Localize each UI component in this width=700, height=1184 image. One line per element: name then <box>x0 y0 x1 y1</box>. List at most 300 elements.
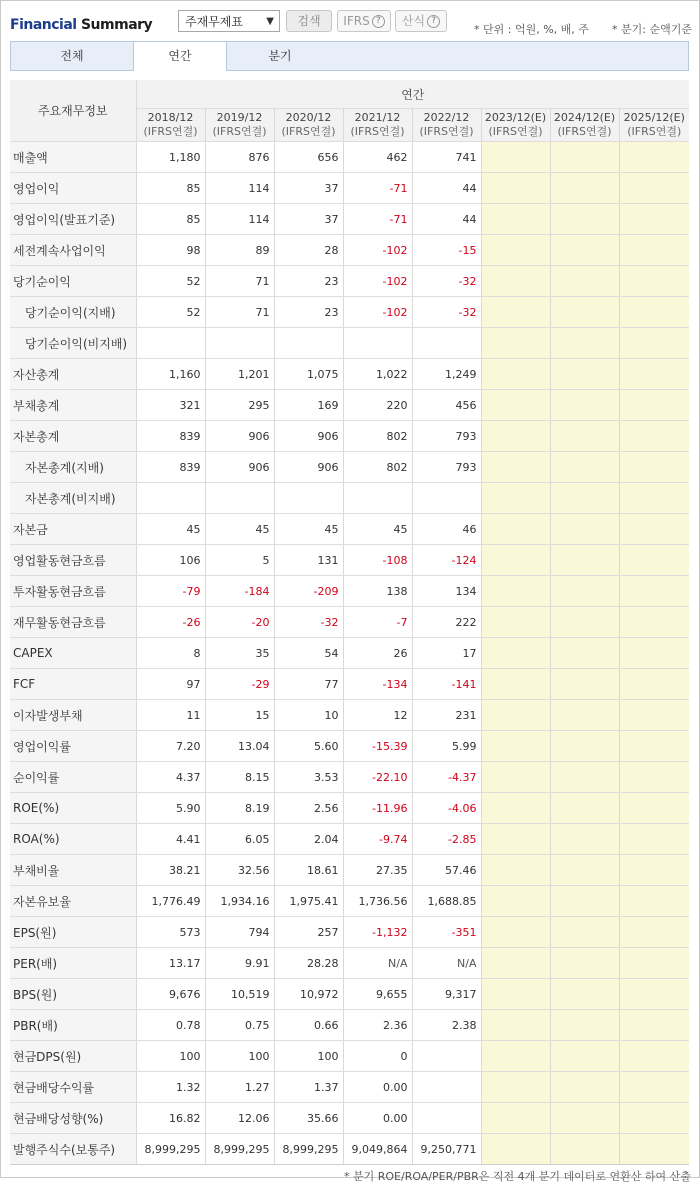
table-cell <box>619 1072 689 1103</box>
row-label: 재무활동현금흐름 <box>10 607 136 638</box>
column-basis: (IFRS연결) <box>281 125 336 138</box>
table-row <box>10 917 689 948</box>
table-cell <box>481 421 550 452</box>
table-cell <box>550 173 619 204</box>
table-cell: 295 <box>205 390 274 421</box>
table-cell <box>136 483 205 514</box>
table-cell: 9.91 <box>205 948 274 979</box>
table-cell <box>550 359 619 390</box>
row-label: 투자활동현금흐름 <box>10 576 136 607</box>
row-label: 자본유보율 <box>10 886 136 917</box>
header-corner: 주요재무정보 <box>10 80 136 142</box>
formula-help-button[interactable] <box>395 10 447 32</box>
table-cell: 4.41 <box>136 824 205 855</box>
column-year: 2024/12(E) <box>553 111 616 124</box>
table-cell: 1,776.49 <box>136 886 205 917</box>
table-cell: 794 <box>205 917 274 948</box>
table-cell <box>481 886 550 917</box>
table-row <box>10 1041 689 1072</box>
table-cell <box>619 669 689 700</box>
table-cell <box>343 328 412 359</box>
table-row <box>10 731 689 762</box>
table-cell: 8,999,295 <box>274 1134 343 1165</box>
table-row <box>10 483 689 514</box>
table-cell: -15.39 <box>343 731 412 762</box>
table-cell: -9.74 <box>343 824 412 855</box>
period-tabs <box>10 41 689 71</box>
table-cell <box>619 948 689 979</box>
table-row <box>10 173 689 204</box>
table-cell <box>481 328 550 359</box>
table-cell <box>481 1103 550 1134</box>
table-cell <box>481 173 550 204</box>
table-cell <box>412 1072 481 1103</box>
row-label: PBR(배) <box>10 1010 136 1041</box>
table-cell: 45 <box>205 514 274 545</box>
table-cell <box>550 731 619 762</box>
table-cell: 0.66 <box>274 1010 343 1041</box>
table-cell: 6.05 <box>205 824 274 855</box>
table-cell: 131 <box>274 545 343 576</box>
table-cell <box>550 545 619 576</box>
table-cell: 18.61 <box>274 855 343 886</box>
table-cell <box>481 297 550 328</box>
column-basis: (IFRS연결) <box>627 125 682 138</box>
table-cell <box>481 390 550 421</box>
table-cell: -11.96 <box>343 793 412 824</box>
row-label: 자본총계(지배) <box>10 452 136 483</box>
table-cell <box>619 886 689 917</box>
table-cell <box>481 1041 550 1072</box>
table-cell <box>274 483 343 514</box>
table-cell <box>550 204 619 235</box>
table-cell: 37 <box>274 204 343 235</box>
column-basis: (IFRS연결) <box>143 125 198 138</box>
column-year: 2023/12(E) <box>484 111 547 124</box>
table-cell: 2.36 <box>343 1010 412 1041</box>
table-cell: 23 <box>274 266 343 297</box>
table-cell <box>619 638 689 669</box>
table-row <box>10 359 689 390</box>
table-cell <box>481 1072 550 1103</box>
table-cell: -141 <box>412 669 481 700</box>
column-header-6 <box>550 109 619 142</box>
table-cell: 573 <box>136 917 205 948</box>
table-cell <box>550 793 619 824</box>
row-label: 영업이익 <box>10 173 136 204</box>
table-cell: 9,250,771 <box>412 1134 481 1165</box>
table-cell: 9,049,864 <box>343 1134 412 1165</box>
table-row <box>10 669 689 700</box>
table-cell: 876 <box>205 142 274 173</box>
table-cell <box>619 328 689 359</box>
table-cell <box>619 1041 689 1072</box>
table-cell: 0.00 <box>343 1103 412 1134</box>
table-row <box>10 235 689 266</box>
table-cell: 222 <box>412 607 481 638</box>
table-cell: 100 <box>205 1041 274 1072</box>
ifrs-help-button[interactable] <box>337 10 391 32</box>
table-cell <box>550 452 619 483</box>
column-year: 2020/12 <box>285 111 332 124</box>
page-title-main: Financial <box>10 17 77 33</box>
table-cell: 5 <box>205 545 274 576</box>
table-cell: -124 <box>412 545 481 576</box>
table-cell <box>481 142 550 173</box>
table-cell <box>619 266 689 297</box>
table-row <box>10 1134 689 1165</box>
table-cell: 57.46 <box>412 855 481 886</box>
table-cell <box>481 824 550 855</box>
table-cell: 138 <box>343 576 412 607</box>
table-cell <box>619 1134 689 1165</box>
table-cell: 1,934.16 <box>205 886 274 917</box>
table-row <box>10 1103 689 1134</box>
tab-quarter[interactable]: 분기 <box>268 49 292 63</box>
summary-header <box>0 0 700 40</box>
table-cell: 10 <box>274 700 343 731</box>
table-cell: 10,972 <box>274 979 343 1010</box>
table-cell: 17 <box>412 638 481 669</box>
table-row <box>10 824 689 855</box>
table-cell: 100 <box>274 1041 343 1072</box>
table-cell <box>550 421 619 452</box>
table-cell: -102 <box>343 266 412 297</box>
table-cell: -184 <box>205 576 274 607</box>
table-cell: 13.17 <box>136 948 205 979</box>
table-cell <box>481 638 550 669</box>
table-cell: 8.19 <box>205 793 274 824</box>
row-label: ROA(%) <box>10 824 136 855</box>
table-cell: 906 <box>205 421 274 452</box>
column-basis: (IFRS연결) <box>419 125 474 138</box>
table-cell: 793 <box>412 452 481 483</box>
column-basis: (IFRS연결) <box>212 125 267 138</box>
table-cell: -4.06 <box>412 793 481 824</box>
table-cell: -32 <box>412 266 481 297</box>
table-cell: 54 <box>274 638 343 669</box>
table-cell: 906 <box>274 421 343 452</box>
unit-note: * 단위 : 억원, %, 배, 주 <box>474 23 589 36</box>
table-cell <box>619 297 689 328</box>
row-label: 자본총계(비지배) <box>10 483 136 514</box>
table-cell: 5.90 <box>136 793 205 824</box>
table-cell <box>481 576 550 607</box>
table-cell: 7.20 <box>136 731 205 762</box>
row-label: 부채비율 <box>10 855 136 886</box>
row-label: 영업이익(발표기준) <box>10 204 136 235</box>
table-cell: 8 <box>136 638 205 669</box>
table-cell <box>481 607 550 638</box>
table-row <box>10 979 689 1010</box>
table-cell: 656 <box>274 142 343 173</box>
table-cell <box>619 917 689 948</box>
table-cell: 9,317 <box>412 979 481 1010</box>
table-cell <box>343 483 412 514</box>
column-basis: (IFRS연결) <box>350 125 405 138</box>
column-header-7 <box>619 109 689 142</box>
table-cell <box>619 607 689 638</box>
table-cell <box>550 1010 619 1041</box>
row-label: 당기순이익 <box>10 266 136 297</box>
table-cell: 2.04 <box>274 824 343 855</box>
report-type-value: 주재무제표 <box>185 15 243 29</box>
table-cell: 8.15 <box>205 762 274 793</box>
table-cell <box>550 483 619 514</box>
table-cell: 12 <box>343 700 412 731</box>
table-cell: -32 <box>274 607 343 638</box>
table-cell: 321 <box>136 390 205 421</box>
table-cell <box>550 1134 619 1165</box>
table-cell: -2.85 <box>412 824 481 855</box>
table-cell: 52 <box>136 266 205 297</box>
table-cell <box>205 483 274 514</box>
table-cell: -102 <box>343 297 412 328</box>
column-year: 2025/12(E) <box>623 111 685 124</box>
table-cell: 85 <box>136 204 205 235</box>
table-cell <box>412 328 481 359</box>
table-cell: 9,655 <box>343 979 412 1010</box>
table-cell <box>481 204 550 235</box>
table-cell <box>481 452 550 483</box>
table-cell <box>619 204 689 235</box>
table-cell <box>619 576 689 607</box>
row-label: 발행주식수(보통주) <box>10 1134 136 1165</box>
table-cell: 802 <box>343 421 412 452</box>
table-cell: 89 <box>205 235 274 266</box>
table-cell: 85 <box>136 173 205 204</box>
row-label: PER(배) <box>10 948 136 979</box>
table-cell <box>550 297 619 328</box>
page-title-sub: Summary <box>76 17 153 33</box>
table-cell <box>481 235 550 266</box>
table-cell: -71 <box>343 173 412 204</box>
table-cell: 45 <box>136 514 205 545</box>
table-cell <box>619 762 689 793</box>
table-cell <box>550 638 619 669</box>
table-cell <box>550 762 619 793</box>
financial-summary-table <box>10 80 689 1165</box>
table-cell: 456 <box>412 390 481 421</box>
table-cell: 1,022 <box>343 359 412 390</box>
column-year: 2019/12 <box>216 111 263 124</box>
table-cell: 1,975.41 <box>274 886 343 917</box>
table-row <box>10 297 689 328</box>
report-type-select[interactable] <box>178 10 280 32</box>
table-cell <box>481 669 550 700</box>
table-cell: 1.27 <box>205 1072 274 1103</box>
table-cell <box>412 1041 481 1072</box>
table-cell: 3.53 <box>274 762 343 793</box>
table-cell: 5.60 <box>274 731 343 762</box>
table-cell <box>550 855 619 886</box>
table-cell: 2.56 <box>274 793 343 824</box>
table-cell: -134 <box>343 669 412 700</box>
table-cell: 106 <box>136 545 205 576</box>
table-cell: 71 <box>205 297 274 328</box>
table-cell <box>619 1010 689 1041</box>
table-cell <box>481 979 550 1010</box>
table-cell <box>619 390 689 421</box>
table-cell <box>550 142 619 173</box>
table-cell <box>550 886 619 917</box>
table-cell: 839 <box>136 421 205 452</box>
table-cell: 16.82 <box>136 1103 205 1134</box>
table-cell: 23 <box>274 297 343 328</box>
row-label: 부채총계 <box>10 390 136 421</box>
table-cell <box>550 948 619 979</box>
table-cell <box>550 1103 619 1134</box>
table-cell: 46 <box>412 514 481 545</box>
table-cell <box>619 173 689 204</box>
row-label: 영업활동현금흐름 <box>10 545 136 576</box>
table-row <box>10 886 689 917</box>
column-basis: (IFRS연결) <box>488 125 543 138</box>
table-cell <box>550 669 619 700</box>
table-cell <box>619 824 689 855</box>
tab-annual[interactable]: 연간 <box>133 42 227 71</box>
tab-all[interactable]: 전체 <box>60 49 84 63</box>
row-label: 현금DPS(원) <box>10 1041 136 1072</box>
table-cell <box>619 421 689 452</box>
table-cell: N/A <box>412 948 481 979</box>
table-cell: 1,249 <box>412 359 481 390</box>
row-label: 자본금 <box>10 514 136 545</box>
table-row <box>10 266 689 297</box>
table-cell: 77 <box>274 669 343 700</box>
table-cell <box>550 576 619 607</box>
column-basis: (IFRS연결) <box>557 125 612 138</box>
table-row <box>10 700 689 731</box>
table-cell: 26 <box>343 638 412 669</box>
table-row <box>10 452 689 483</box>
table-cell <box>550 917 619 948</box>
table-cell: -1,132 <box>343 917 412 948</box>
table-cell: -20 <box>205 607 274 638</box>
table-cell <box>619 483 689 514</box>
table-cell <box>481 1010 550 1041</box>
table-cell: 2.38 <box>412 1010 481 1041</box>
table-cell <box>274 328 343 359</box>
table-cell: -32 <box>412 297 481 328</box>
table-cell <box>550 390 619 421</box>
table-cell <box>205 328 274 359</box>
row-label: ROE(%) <box>10 793 136 824</box>
row-label: 순이익률 <box>10 762 136 793</box>
table-cell <box>481 514 550 545</box>
row-label: 현금배당수익률 <box>10 1072 136 1103</box>
row-label: 자산총계 <box>10 359 136 390</box>
table-cell: 1,201 <box>205 359 274 390</box>
table-cell: 802 <box>343 452 412 483</box>
question-icon: ? <box>427 15 440 28</box>
row-label: 세전계속사업이익 <box>10 235 136 266</box>
table-cell: 15 <box>205 700 274 731</box>
table-cell: 169 <box>274 390 343 421</box>
table-cell: 220 <box>343 390 412 421</box>
table-cell: 257 <box>274 917 343 948</box>
table-cell: -15 <box>412 235 481 266</box>
table-cell: 741 <box>412 142 481 173</box>
table-cell: 100 <box>136 1041 205 1072</box>
table-cell: 38.21 <box>136 855 205 886</box>
table-row <box>10 421 689 452</box>
table-cell <box>550 1072 619 1103</box>
table-cell <box>619 545 689 576</box>
table-row <box>10 545 689 576</box>
table-row <box>10 142 689 173</box>
table-cell: 35 <box>205 638 274 669</box>
table-cell <box>481 948 550 979</box>
table-cell: 28 <box>274 235 343 266</box>
table-cell: 1,160 <box>136 359 205 390</box>
table-row <box>10 638 689 669</box>
table-cell <box>136 328 205 359</box>
table-row <box>10 855 689 886</box>
table-cell: -108 <box>343 545 412 576</box>
row-label: FCF <box>10 669 136 700</box>
table-cell <box>619 793 689 824</box>
column-year: 2018/12 <box>147 111 194 124</box>
table-cell <box>412 483 481 514</box>
table-cell: 44 <box>412 173 481 204</box>
table-row <box>10 1072 689 1103</box>
table-cell <box>619 731 689 762</box>
table-cell <box>481 1134 550 1165</box>
table-cell: 906 <box>205 452 274 483</box>
table-cell: 12.06 <box>205 1103 274 1134</box>
table-cell: 1,688.85 <box>412 886 481 917</box>
table-cell <box>550 266 619 297</box>
table-cell: 0.75 <box>205 1010 274 1041</box>
table-cell: 97 <box>136 669 205 700</box>
table-cell <box>619 514 689 545</box>
row-label: 당기순이익(지배) <box>10 297 136 328</box>
table-cell: -26 <box>136 607 205 638</box>
question-icon: ? <box>372 15 385 28</box>
table-cell: 44 <box>412 204 481 235</box>
table-cell: 11 <box>136 700 205 731</box>
table-cell <box>550 1041 619 1072</box>
column-header-3 <box>343 109 412 142</box>
column-year: 2022/12 <box>423 111 470 124</box>
table-cell <box>550 235 619 266</box>
table-cell: 134 <box>412 576 481 607</box>
table-row <box>10 204 689 235</box>
table-cell: 0.78 <box>136 1010 205 1041</box>
table-cell: -209 <box>274 576 343 607</box>
table-cell <box>619 235 689 266</box>
search-button[interactable]: 검색 <box>286 10 332 32</box>
table-cell: 1,736.56 <box>343 886 412 917</box>
table-cell: N/A <box>343 948 412 979</box>
table-cell: 52 <box>136 297 205 328</box>
table-cell <box>550 514 619 545</box>
table-cell: -22.10 <box>343 762 412 793</box>
table-row <box>10 793 689 824</box>
table-cell <box>481 731 550 762</box>
header-period: 연간 <box>136 80 689 109</box>
column-header-0 <box>136 109 205 142</box>
row-label: CAPEX <box>10 638 136 669</box>
table-cell: 37 <box>274 173 343 204</box>
ifrs-label: IFRS <box>343 14 370 28</box>
table-row <box>10 514 689 545</box>
table-cell: 1,180 <box>136 142 205 173</box>
table-cell <box>619 855 689 886</box>
footer-note: * 분기 ROE/ROA/PER/PBR은 직전 4개 분기 데이터로 연환산 하여 산출 <box>344 1170 691 1183</box>
table-cell <box>619 700 689 731</box>
